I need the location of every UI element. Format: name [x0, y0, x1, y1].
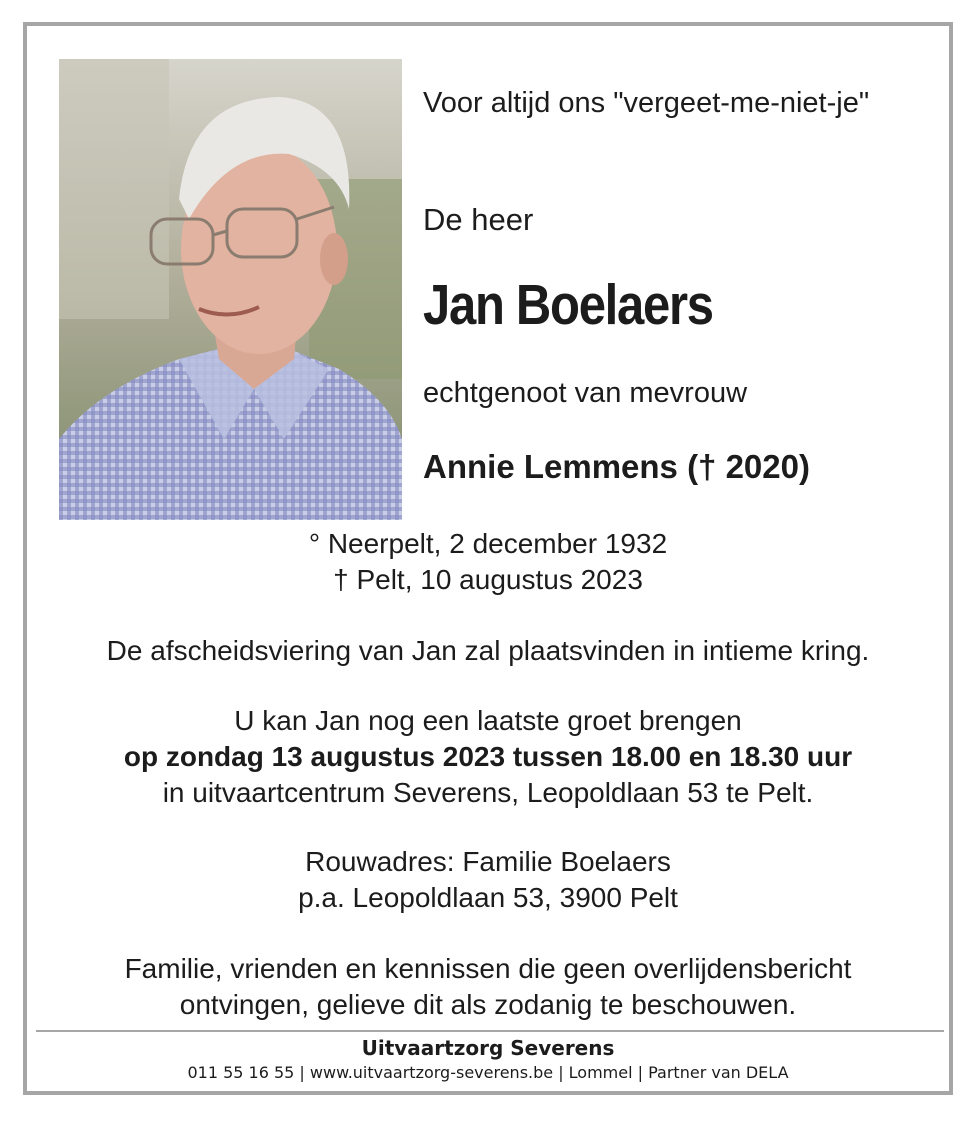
- ceremony-text: [23, 633, 953, 669]
- notice-text: [23, 951, 953, 1023]
- birth-line: ° Neerpelt, 2 december 1932: [308, 528, 668, 559]
- spouse-name: Annie Lemmens († 2020): [423, 448, 810, 485]
- death-line: † Pelt, 10 augustus 2023: [333, 564, 643, 595]
- address-line-1: Rouwadres: Familie Boelaers: [305, 846, 671, 877]
- notice-line-2: ontvingen, gelieve dit als zodanig te beschouwen.: [179, 989, 797, 1020]
- funeral-company-name: Uitvaartzorg Severens: [361, 1036, 615, 1060]
- visitation-location: in uitvaartcentrum Severens, Leopoldlaan 53 te Pelt.: [162, 777, 814, 808]
- deceased-name: Jan Boelaers: [423, 273, 713, 337]
- portrait-illustration: [59, 59, 402, 520]
- portrait-photo: [59, 59, 402, 520]
- notice-line-1: Familie, vrienden en kennissen die geen overlijdensbericht: [124, 953, 852, 984]
- funeral-company-info: 011 55 16 55 | www.uitvaartzorg-severens.be | Lommel | Partner van DELA: [187, 1063, 789, 1082]
- motto: Voor altijd ons "vergeet-me-niet-je": [423, 87, 870, 119]
- visitation-block: [23, 703, 953, 811]
- mourning-address: [23, 844, 953, 916]
- visitation-datetime: op zondag 13 augustus 2023 tussen 18.00 en 18.30 uur: [123, 741, 853, 772]
- address-line-2: p.a. Leopoldlaan 53, 3900 Pelt: [298, 882, 678, 913]
- spouse-label: echtgenoot van mevrouw: [423, 377, 748, 409]
- honorific-title: De heer: [423, 202, 534, 237]
- life-dates: [23, 526, 953, 598]
- footer-divider: [36, 1030, 944, 1032]
- ceremony-line: De afscheidsviering van Jan zal plaatsvinden in intieme kring.: [106, 635, 870, 666]
- visitation-intro: U kan Jan nog een laatste groet brengen: [234, 705, 742, 736]
